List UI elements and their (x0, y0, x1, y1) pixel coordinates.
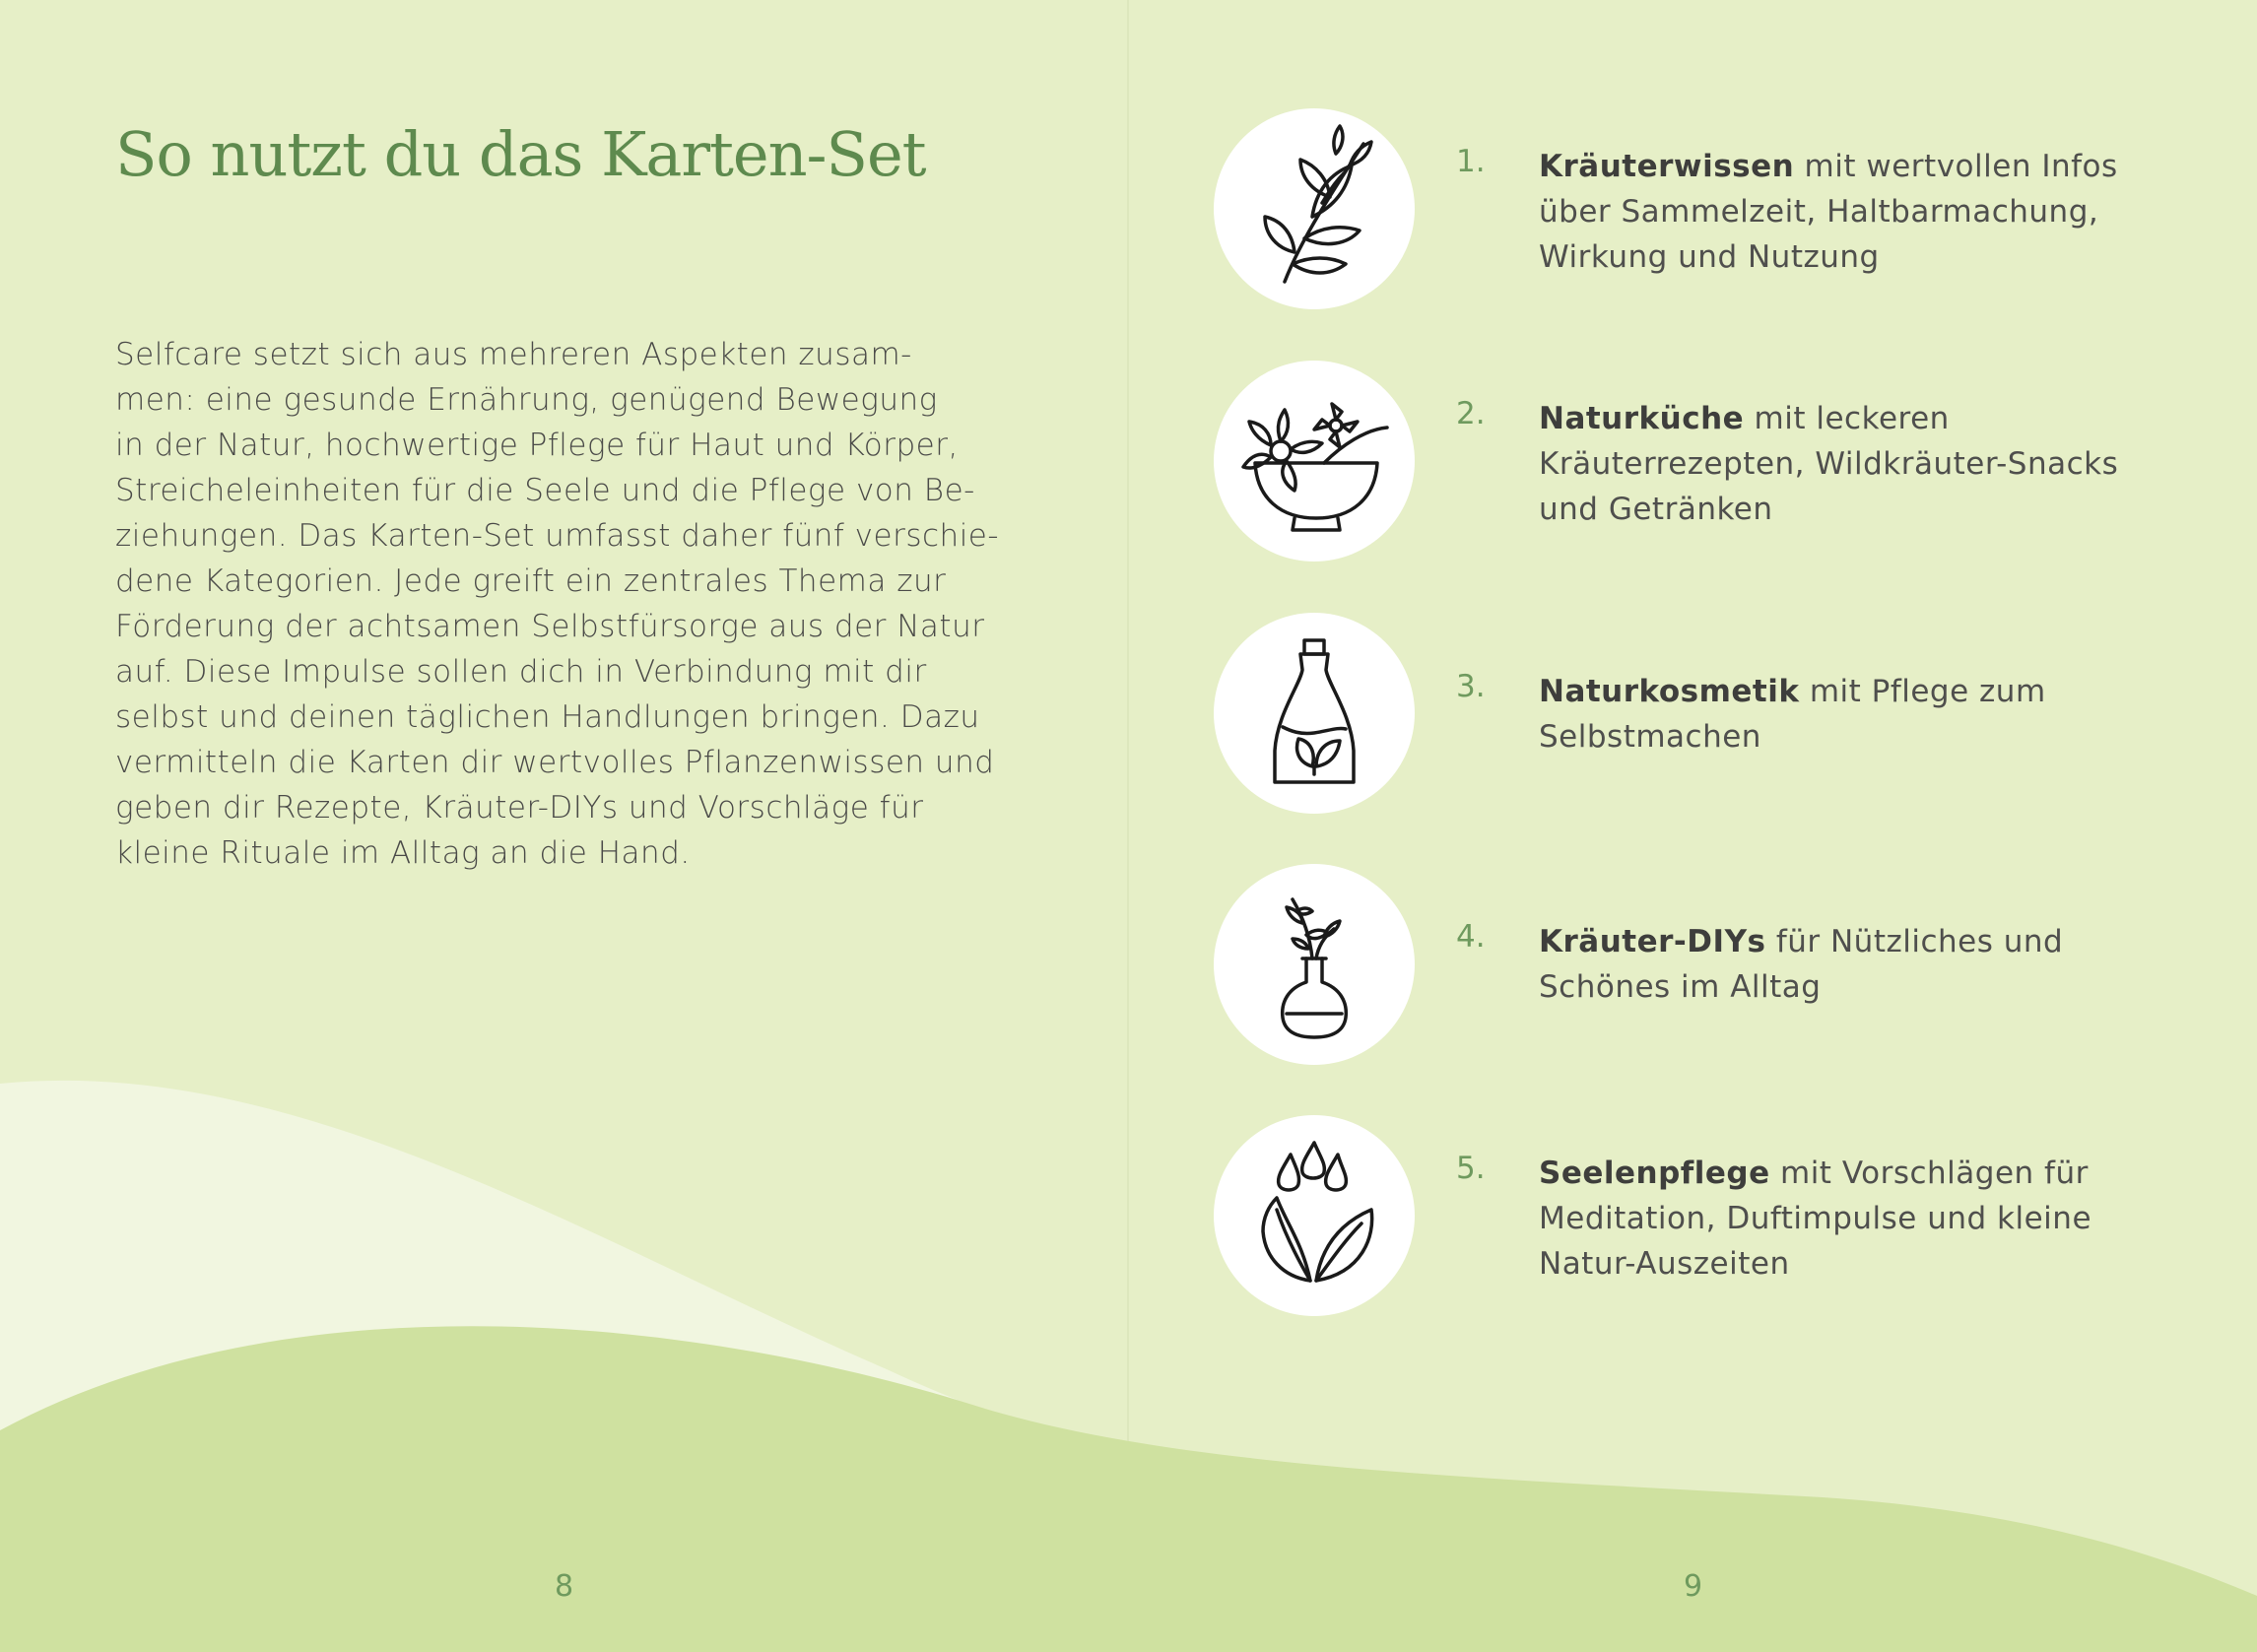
intro-line: in der Natur, hochwertige Pflege für Haut und Körper, (115, 428, 959, 463)
category-line: über Sammelzeit, Haltbarmachung, (1539, 194, 2099, 230)
category-icon-circle (1214, 864, 1415, 1065)
intro-line: ziehungen. Das Karten-Set umfasst daher fünf verschie- (115, 518, 1000, 554)
intro-line: men: eine gesunde Ernährung, genügend Bewegung (115, 382, 938, 418)
intro-paragraph (115, 332, 1041, 876)
cosmetic-bottle-icon (1214, 613, 1415, 814)
category-line: Selbstmachen (1539, 719, 1761, 755)
category-name: Naturküche (1539, 401, 1745, 436)
herb-branch-icon (1214, 108, 1415, 309)
category-icon-circle (1214, 1115, 1415, 1316)
category-text: mit Pflege zum (1799, 674, 2046, 709)
category-line: Wirkung und Nutzung (1539, 239, 1880, 275)
category-name: Seelenpflege (1539, 1156, 1770, 1191)
category-number: 2. (1456, 396, 1486, 431)
intro-line: dene Kategorien. Jede greift ein zentrales Thema zur (115, 563, 947, 599)
category-number: 3. (1456, 669, 1486, 704)
category-line: Schönes im Alltag (1539, 969, 1822, 1005)
intro-line: Streicheleinheiten für die Seele und die Pflege von Be- (115, 473, 975, 508)
category-first-line (1539, 669, 2209, 714)
category-first-line (1539, 396, 2209, 441)
category-text: mit Vorschlägen für (1769, 1156, 2089, 1191)
drops-leaves-icon (1214, 1115, 1415, 1316)
category-text: mit leckeren (1744, 401, 1950, 436)
category-name: Kräuterwissen (1539, 149, 1795, 184)
category-line: Kräuterrezepten, Wildkräuter-Snacks (1539, 446, 2119, 482)
intro-line: vermitteln die Karten dir wertvolles Pflanzenwissen und (115, 745, 995, 780)
category-description (1539, 1151, 2209, 1287)
category-line: Natur-Auszeiten (1539, 1246, 1790, 1282)
category-text: für Nützliches und (1765, 924, 2064, 959)
category-icon-circle (1214, 108, 1415, 309)
category-icon-circle (1214, 613, 1415, 814)
category-first-line (1539, 919, 2209, 964)
category-description (1539, 919, 2209, 1010)
page-number-right: 9 (1684, 1569, 1703, 1604)
page-title: So nutzt du das Karten-Set (115, 118, 926, 190)
intro-line: Förderung der achtsamen Selbstfürsorge aus der Natur (115, 609, 985, 644)
category-description (1539, 396, 2209, 532)
category-first-line (1539, 144, 2209, 189)
category-number: 5. (1456, 1151, 1486, 1186)
category-text: mit wertvollen Infos (1794, 149, 2118, 184)
vase-branch-icon (1214, 864, 1415, 1065)
category-icon-circle (1214, 361, 1415, 562)
intro-line: auf. Diese Impulse sollen dich in Verbindung mit dir (115, 654, 927, 690)
category-name: Naturkosmetik (1539, 674, 1800, 709)
intro-line: kleine Rituale im Alltag an die Hand. (115, 835, 691, 871)
category-line: Meditation, Duftimpulse und kleine (1539, 1201, 2092, 1236)
category-description (1539, 144, 2209, 280)
category-name: Kräuter-DIYs (1539, 924, 1766, 959)
intro-line: geben dir Rezepte, Kräuter-DIYs und Vorschläge für (115, 790, 924, 826)
page-number-left: 8 (555, 1569, 574, 1604)
category-description (1539, 669, 2209, 760)
category-line: und Getränken (1539, 492, 1773, 527)
category-number: 4. (1456, 919, 1486, 955)
mortar-flowers-icon (1214, 361, 1415, 562)
intro-line: selbst und deinen täglichen Handlungen bringen. Dazu (115, 699, 980, 735)
intro-line: Selfcare setzt sich aus mehreren Aspekten zusam- (115, 337, 912, 372)
category-first-line (1539, 1151, 2209, 1196)
category-number: 1. (1456, 144, 1486, 179)
